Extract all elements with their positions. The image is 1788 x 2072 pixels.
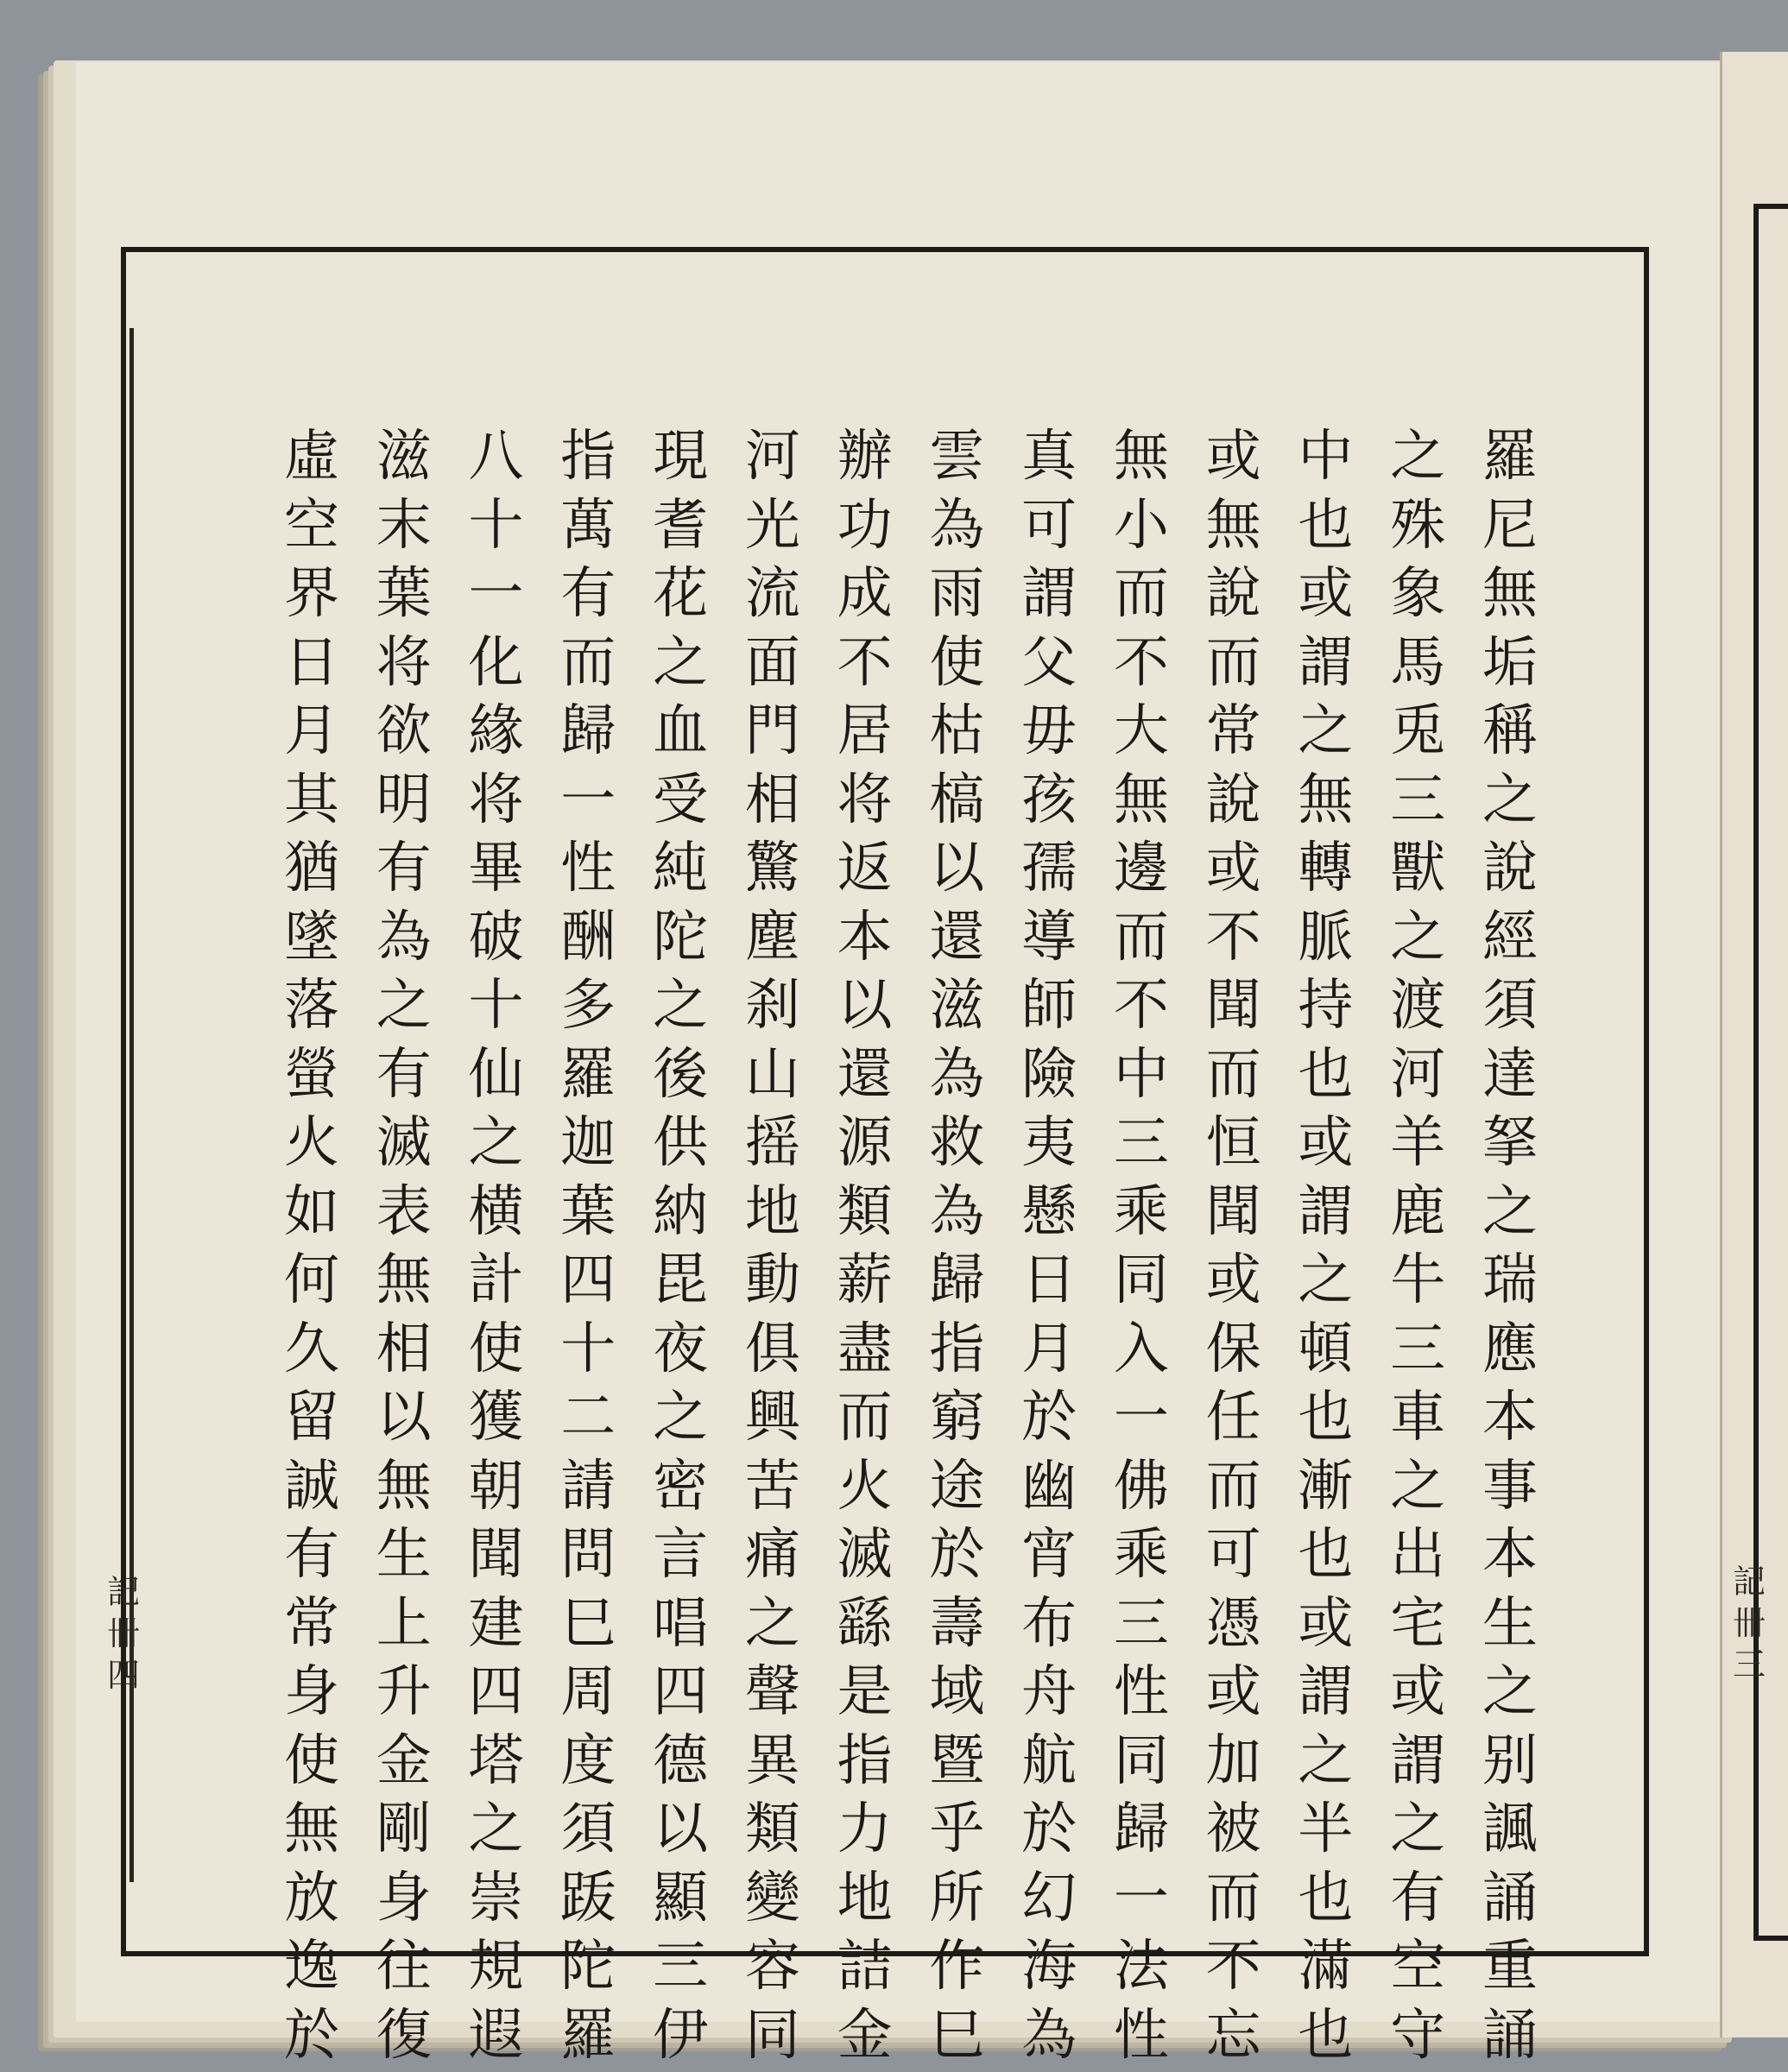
text-column-10: 現耆花之血受純陀之後供納毘夜之密言唱四德以顯三伊 (653, 425, 709, 2068)
text-column-5: 無小而不大無邊而不中三乘同入一佛乘三性同歸一法性 (1113, 425, 1169, 2068)
left-margin-label: 記卌四 (106, 1573, 140, 1694)
text-column-7: 雲為雨使枯槁以還滋為救為歸指窮途於壽域暨乎所作巳 (929, 425, 985, 2068)
text-column-13: 滋末葉将欲明有為之有滅表無相以無生上升金剛身往復 (376, 425, 432, 2068)
text-column-4: 或無說而常說或不聞而恒聞或保任而可憑或加被而不忘 (1205, 425, 1261, 2068)
text-column-8: 辦功成不居将返本以還源類薪盡而火滅繇是指力地詰金 (837, 425, 893, 2068)
text-column-9: 河光流面門相驚塵刹山摇地動俱興苦痛之聲異類變容同 (744, 425, 800, 2068)
text-column-3: 中也或謂之無轉脈持也或謂之頓也漸也或謂之半也滿也 (1298, 425, 1354, 2068)
text-column-6: 真可謂父毋孩孺導師險夷懸日月於幽宵布舟航於幻海為 (1021, 425, 1077, 2068)
text-column-1: 羅尼無垢稱之說經須達拏之瑞應本事本生之别諷誦重誦 (1482, 425, 1538, 2068)
text-column-14: 虛空界日月其猶墜落螢火如何久留誠有常身使無放逸於 (284, 425, 339, 2068)
text-block (272, 423, 1550, 2068)
text-column-12: 八十一化緣将畢破十仙之横計使獲朝聞建四塔之崇規遐 (468, 425, 524, 2068)
right-margin-label: 記卌三 (1732, 1563, 1766, 1684)
text-column-2: 之殊象馬兎三獸之渡河羊鹿牛三車之出宅或謂之有空守 (1390, 425, 1446, 2068)
text-column-11: 指萬有而歸一性酬多羅迦葉四十二請問巳周度須䟦陀羅 (560, 425, 616, 2068)
